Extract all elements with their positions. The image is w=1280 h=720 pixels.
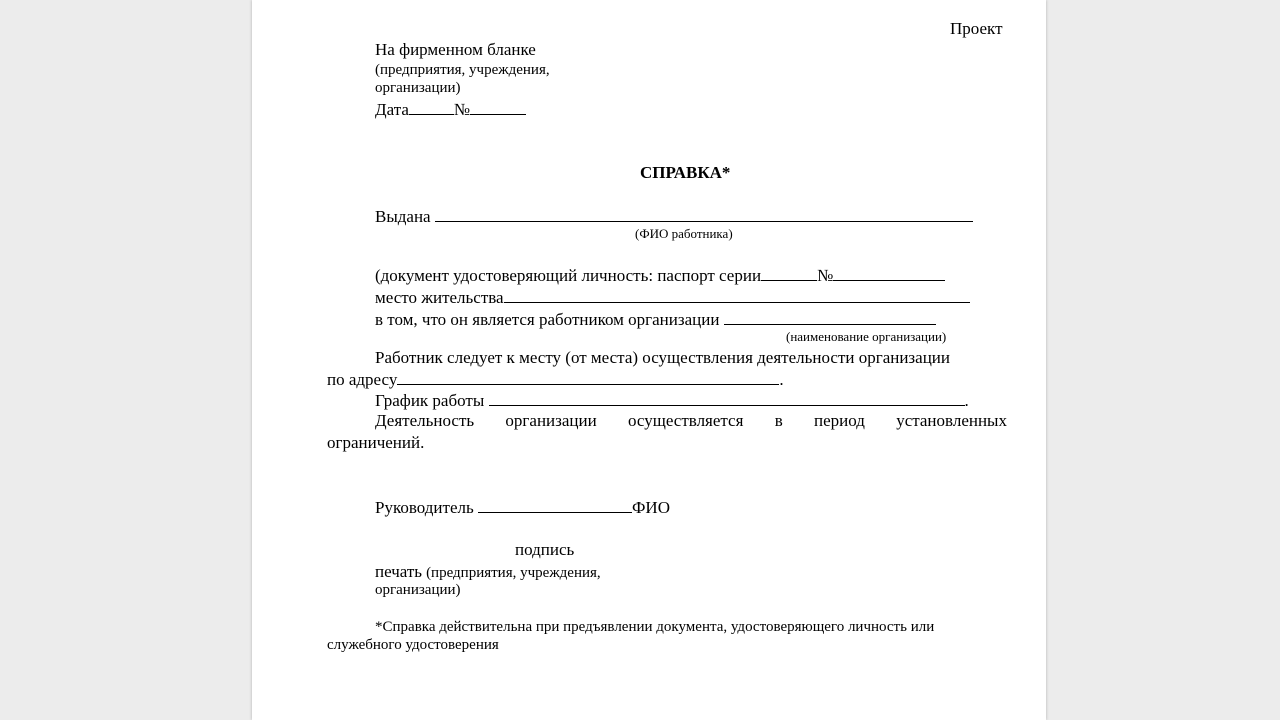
letterhead-note-2: организации) [375,80,461,96]
address-label: по адресу [327,370,398,389]
activity-paragraph-line2: ограничений. [327,433,425,452]
letterhead-note-1: (предприятия, учреждения, [375,62,550,78]
organization-name-caption: (наименование организации) [786,329,947,344]
head-label: Руководитель [375,498,474,517]
head-name-label: ФИО [631,498,670,517]
document-page [252,0,1046,720]
address-blank [397,370,779,385]
passport-number-sign: № [817,266,834,285]
passport-series-blank [761,266,817,281]
id-document-line [375,266,945,284]
travel-paragraph-line1: Работник следует к месту (от места) осуществления деятельности организации [375,348,950,367]
passport-number-blank [833,266,945,281]
residence-label: место жительства [375,288,504,307]
activity-word: организации [505,411,597,430]
signature-caption: подпись [515,540,575,559]
employee-name-caption: (ФИО работника) [635,226,733,241]
schedule-period: . [964,391,969,410]
employee-name-blank [435,207,973,222]
id-document-label: (документ удостоверяющий личность: паспорт серии [375,266,762,285]
number-sign: № [453,100,471,119]
date-line [375,100,526,118]
schedule-line [375,391,969,409]
number-blank [470,100,526,115]
activity-word: осуществляется [627,411,744,430]
organization-name-blank [724,310,936,325]
head-signature-line [375,498,670,516]
stamp-note: (предприятия, учреждения, [426,565,601,581]
issued-label: Выдана [375,207,431,226]
address-line [327,370,784,388]
employee-of-line [375,310,936,328]
document-title: СПРАВКА* [640,163,731,182]
employee-of-label: в том, что он является работником организации [375,310,720,329]
schedule-label: График работы [375,391,485,410]
date-blank [409,100,454,115]
footnote-line2: служебного удостоверения [327,637,499,653]
activity-word: Деятельность [375,411,475,430]
residence-line [375,288,970,306]
schedule-blank [489,391,965,406]
project-status: Проект [950,19,1003,38]
activity-word: период [814,411,865,430]
stamp-line [375,563,601,581]
activity-word: в [774,411,783,430]
activity-word: установленных [896,411,1007,430]
letterhead-label: На фирменном бланке [375,40,536,59]
issued-line [375,207,973,225]
address-period: . [779,370,784,389]
stamp-label: печать [375,562,423,581]
residence-blank [504,288,970,303]
footnote-line1: *Справка действительна при предъявлении документа, удостоверяющего личность или [375,619,935,635]
stamp-note-2: организации) [375,582,461,598]
activity-paragraph-line1 [327,412,1007,429]
signature-blank [478,498,632,513]
date-label: Дата [375,100,409,119]
